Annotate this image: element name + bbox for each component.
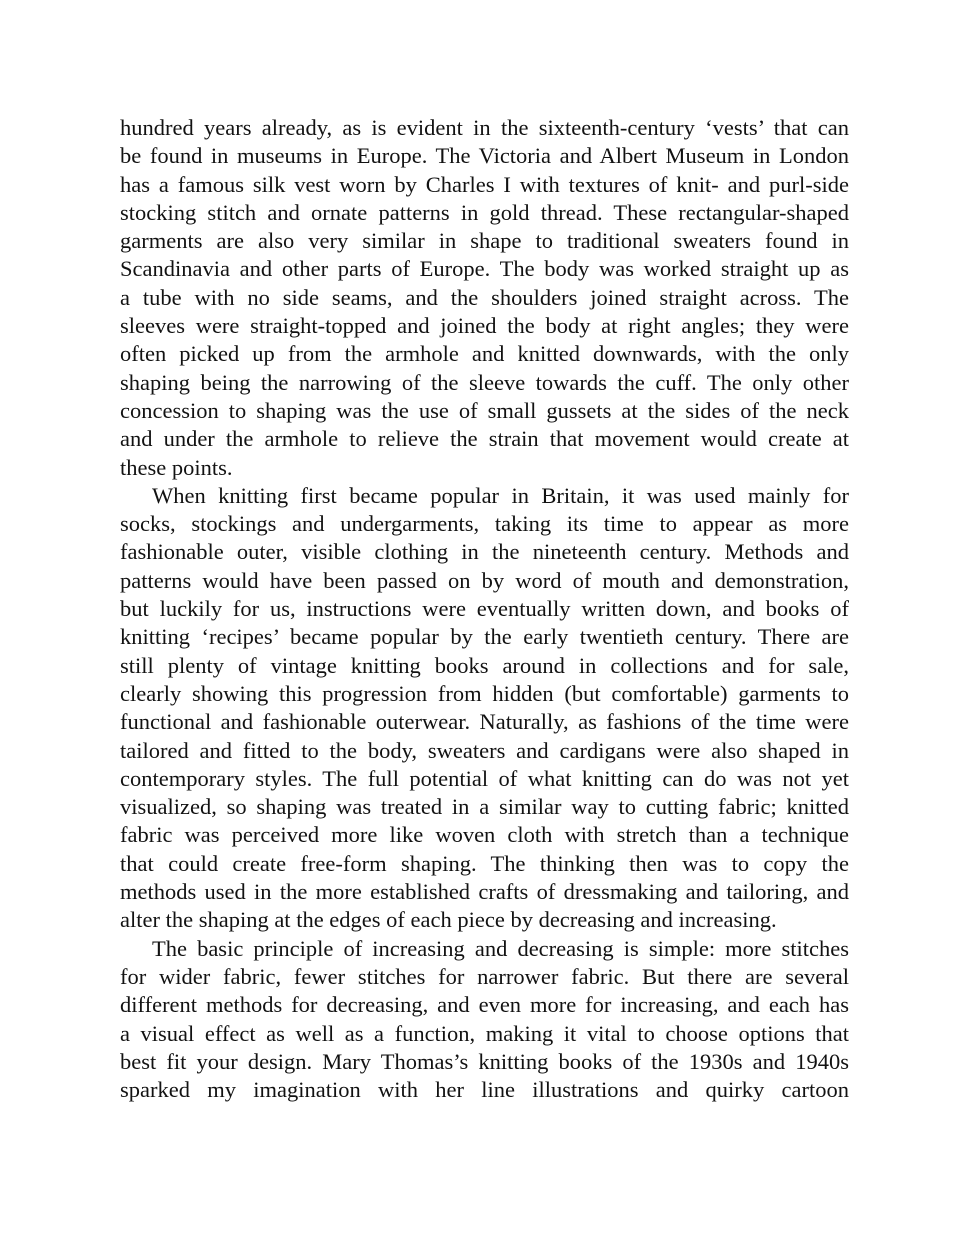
page-text — [120, 114, 849, 1104]
text-line: knitting ‘recipes’ became popular by the early twentieth century. There are — [120, 624, 849, 650]
text-line: that could create free-form shaping. The thinking then was to copy the — [120, 850, 849, 876]
paragraph — [120, 482, 849, 935]
text-line: has a famous silk vest worn by Charles I with textures of knit- and purl-side — [120, 171, 849, 197]
text-line: visualized, so shaping was treated in a similar way to cutting fabric; knitted — [120, 794, 849, 820]
text-line: The basic principle of increasing and decreasing is simple: more stitches — [152, 935, 849, 961]
text-line: different methods for decreasing, and even more for increasing, and each has — [120, 992, 849, 1018]
text-line: stocking stitch and ornate patterns in gold thread. These rectangular-shaped — [120, 199, 849, 225]
paragraph — [120, 114, 849, 482]
text-line: be found in museums in Europe. The Victoria and Albert Museum in London — [120, 143, 849, 169]
text-line: hundred years already, as is evident in the sixteenth-century ‘vests’ that can — [120, 115, 849, 140]
text-line: methods used in the more established crafts of dressmaking and tailoring, and — [120, 879, 849, 905]
text-line: for wider fabric, fewer stitches for narrower fabric. But there are several — [120, 963, 849, 989]
text-line: fabric was perceived more like woven cloth with stretch than a technique — [120, 822, 849, 848]
text-line: tailored and fitted to the body, sweaters and cardigans were also shaped in — [120, 737, 849, 763]
text-line: best fit your design. Mary Thomas’s knitting books of the 1930s and 1940s — [120, 1048, 849, 1074]
text-line: alter the shaping at the edges of each piece by decreasing and increasing. — [120, 907, 777, 933]
text-line: contemporary styles. The full potential of what knitting can do was not yet — [120, 765, 849, 791]
text-line: a tube with no side seams, and the shoulders joined straight across. The — [120, 284, 849, 310]
text-line: but luckily for us, instructions were eventually written down, and books of — [120, 596, 849, 622]
text-line: garments are also very similar in shape to traditional sweaters found in — [120, 228, 849, 254]
text-line: functional and fashionable outerwear. Naturally, as fashions of the time were — [120, 709, 849, 735]
text-line: When knitting first became popular in Britain, it was used mainly for — [152, 482, 849, 508]
paragraph — [120, 935, 849, 1105]
text-line: patterns would have been passed on by word of mouth and demonstration, — [120, 567, 849, 593]
text-line: still plenty of vintage knitting books around in collections and for sale, — [120, 652, 849, 678]
text-line: and under the armhole to relieve the strain that movement would create at — [120, 426, 849, 452]
text-line: sleeves were straight-topped and joined the body at right angles; they were — [120, 313, 849, 339]
text-line: Scandinavia and other parts of Europe. The body was worked straight up as — [120, 256, 849, 282]
text-line: fashionable outer, visible clothing in the nineteenth century. Methods and — [120, 539, 849, 565]
text-line: concession to shaping was the use of small gussets at the sides of the neck — [120, 397, 849, 423]
text-line: shaping being the narrowing of the sleeve towards the cuff. The only other — [120, 369, 849, 395]
text-line: clearly showing this progression from hidden (but comfortable) garments to — [120, 680, 849, 706]
text-line: a visual effect as well as a function, making it vital to choose options that — [120, 1020, 849, 1046]
text-line: socks, stockings and undergarments, taking its time to appear as more — [120, 511, 849, 537]
text-line: these points. — [120, 454, 233, 480]
text-line: sparked my imagination with her line illustrations and quirky cartoon — [120, 1077, 849, 1103]
text-line: often picked up from the armhole and knitted downwards, with the only — [120, 341, 849, 367]
